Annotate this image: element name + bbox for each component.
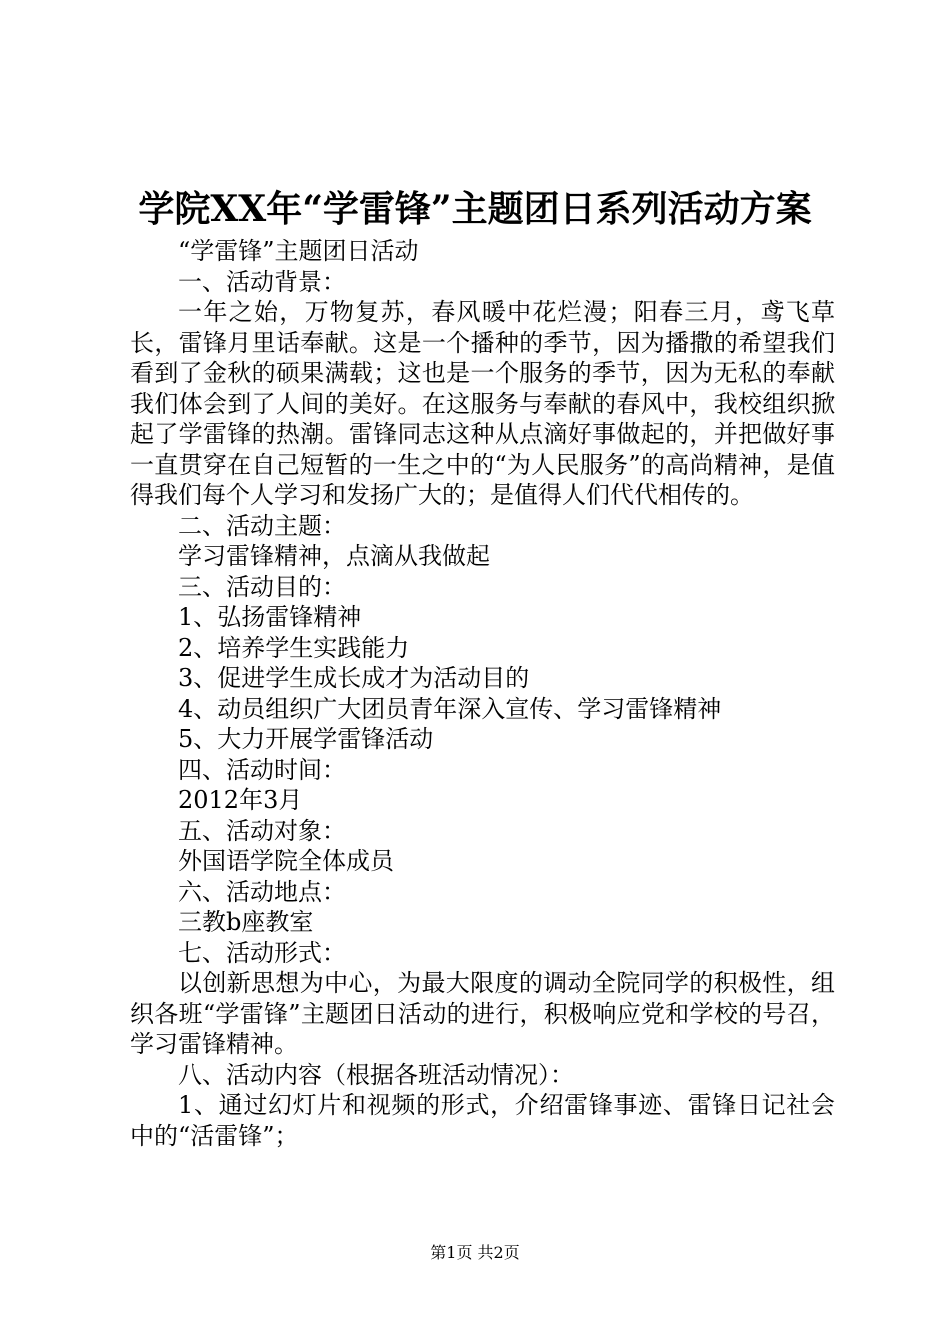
document-title: 学院XX年“学雷锋”主题团日系列活动方案 [138,188,812,230]
list-item-purpose-2: 2、培养学生实践能力 [178,633,410,662]
list-item-purpose-5: 5、大力开展学雷锋活动 [178,725,434,753]
paragraph-format: 以创新思想为中心，为最大限度的调动全院同学的积极性，组织各班“学雷锋”主题团日活动的进行，积极响应党和学校的号召，学习雷锋精神。 [130,969,835,1058]
section-heading-background: 一、活动背景： [178,267,346,296]
section-heading-purpose: 三、活动目的： [178,572,346,601]
section-heading-audience: 五、活动对象： [178,816,346,845]
paragraph-subtitle: “学雷锋”主题团日活动 [178,237,419,265]
paragraph-location: 三教b座教室 [178,908,314,936]
list-item-purpose-4: 4、动员组织广大团员青年深入宣传、学习雷锋精神 [178,694,722,723]
section-heading-theme: 二、活动主题： [178,511,346,540]
section-heading-location: 六、活动地点： [178,877,346,906]
paragraph-background: 一年之始，万物复苏，春风暖中花烂漫；阳春三月，鸢飞草长，雷锋月里话奉献。这是一个播种的季节，因为播撒的希望我们看到了金秋的硕果满载；这也是一个服务的季节，因为无私的奉献我们体会到了人间的美好。在这服务与奉献的春风中，我校组织掀起了学雷锋的热潮。雷锋同志这种从点滴好事做起的，并把做好事一直贯穿在自己短暂的一生之中的“为人民服务”的高尚精神，是值得我们每个人学习和发扬广大的；是值得人们代代相传的。 [130,298,835,509]
list-item-purpose-1: 1、弘扬雷锋精神 [178,603,362,631]
list-item-content-1: 1、通过幻灯片和视频的形式，介绍雷锋事迹、雷锋日记社会中的“活雷锋”； [130,1091,835,1150]
paragraph-time: 2012年3月 [178,786,303,814]
document-body [130,236,835,1151]
section-heading-content: 八、活动内容（根据各班活动情况）： [178,1060,574,1089]
section-heading-time: 四、活动时间： [178,755,346,784]
paragraph-theme: 学习雷锋精神，点滴从我做起 [178,542,490,570]
list-item-purpose-3: 3、促进学生成长成才为活动目的 [178,664,530,692]
paragraph-audience: 外国语学院全体成员 [178,847,394,875]
page-footer: 第1页 共2页 [430,1243,520,1262]
section-heading-format: 七、活动形式： [178,938,346,967]
